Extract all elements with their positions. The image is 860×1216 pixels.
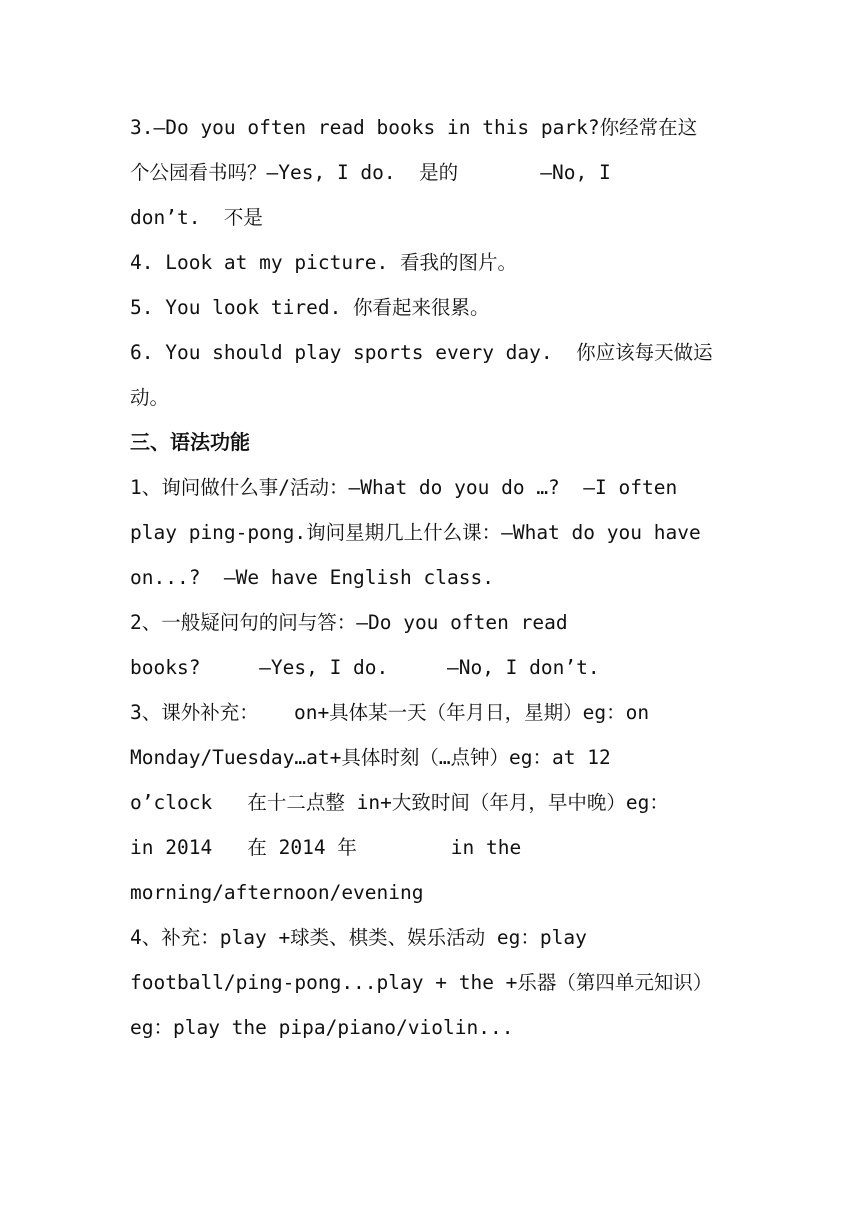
text-line-q5: 5. You look tired. 你看起来很累。 [130,296,490,319]
text-line-q6-part1: 6. You should play sports every day. 你应该每天做运 [130,341,713,364]
text-line-q3-part3: don’t. 不是 [130,206,263,229]
text-line-g4-part2: football/ping-pong...play + the +乐器（第四单元知识） [130,971,713,994]
text-line-g2-part1: 2、一般疑问句的问与答：—Do you often read [130,611,568,634]
text-line-g3-part1: 3、课外补充： on+具体某一天（年月日，星期）eg：on [130,701,650,724]
text-line-g1-part2: play ping-pong.询问星期几上什么课：—What do you have [130,521,701,544]
text-line-g2-part2: books? —Yes, I do. —No, I don’t. [130,656,600,679]
text-line-g3-part4: in 2014 在 2014 年 in the [130,836,522,859]
text-line-g3-part3: o’clock 在十二点整 in+大致时间（年月，早中晚）eg： [130,791,669,814]
text-line-q4: 4. Look at my picture. 看我的图片。 [130,251,518,274]
text-line-g4-part3: eg：play the pipa/piano/violin... [130,1016,514,1039]
text-line-q6-part2: 动。 [130,386,170,409]
text-line-g3-part5: morning/afternoon/evening [130,881,424,904]
text-line-g1-part1: 1、询问做什么事/活动：—What do you do …? —I often [130,476,678,499]
document-page [130,105,740,1050]
text-line-g4-part1: 4、补充：play +球类、棋类、娱乐活动 eg：play [130,926,587,949]
section-heading-grammar: 三、语法功能 [130,430,250,454]
text-line-q3-part1: 3.—Do you often read books in this park?你经常在这 [130,116,698,139]
text-line-q3-part2: 个公园看书吗？—Yes, I do. 是的 —No, I [130,161,611,184]
text-line-g1-part3: on...? —We have English class. [130,566,494,589]
text-line-g3-part2: Monday/Tuesday…at+具体时刻（…点钟）eg：at 12 [130,746,611,769]
